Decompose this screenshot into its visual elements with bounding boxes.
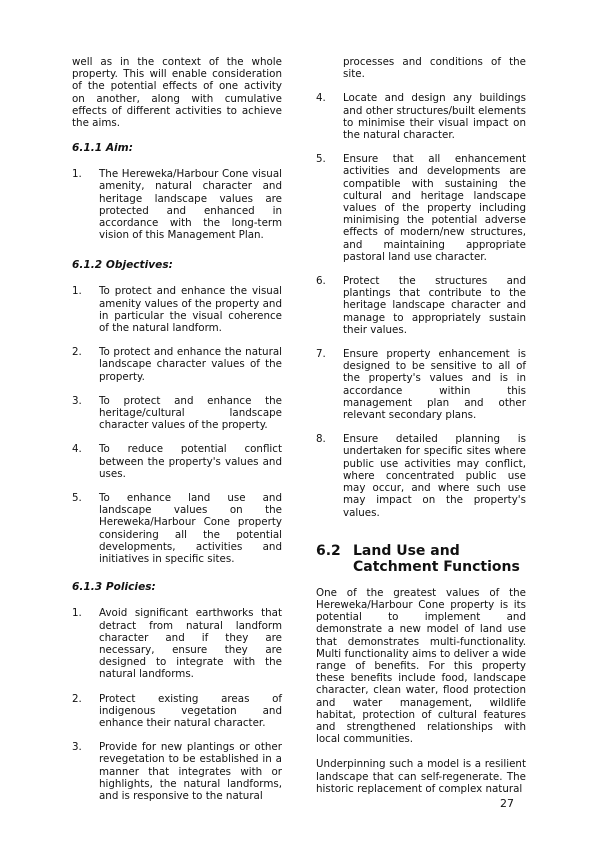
policy-item xyxy=(72,693,282,730)
item-number: 4. xyxy=(316,92,326,105)
objective-item xyxy=(72,443,282,480)
item-text: To protect and enhance the natural landscape character values of the property. xyxy=(99,346,282,383)
item-number: 2. xyxy=(72,692,82,705)
policy-item xyxy=(316,433,526,518)
policy-item xyxy=(316,275,526,336)
item-text: To reduce potential conflict between the property's values and uses. xyxy=(99,443,282,480)
section-title: Land Use and Catchment Functions xyxy=(353,542,520,575)
policy-continuation xyxy=(316,56,526,80)
item-number: 1. xyxy=(72,168,82,181)
section-number: 6.2 xyxy=(316,542,341,559)
item-number: 5. xyxy=(316,153,326,166)
item-number: 3. xyxy=(72,394,82,407)
item-text: Protect existing areas of indigenous vegetation and enhance their natural character. xyxy=(99,692,282,729)
item-text: To protect and enhance the heritage/cultural landscape character values of the property. xyxy=(99,394,282,432)
item-text: Avoid significant earthworks that detract from natural landform character and if they are necessary, ensure they are designed to integrate with the natural landforms. xyxy=(99,607,282,681)
item-text: Provide for new plantings or other revegetation to be established in a manner that integrates with or highlights, the natural landforms, and is responsive to the natural xyxy=(99,741,282,802)
page-number: 27 xyxy=(500,797,514,810)
intro-paragraph: well as in the context of the whole property. This will enable consideration of the potential effects of one activity on another, along with cumulative effects of different activities to achieve the aims. xyxy=(72,56,282,130)
item-text: Locate and design any buildings and other structures/built elements to minimise their visual impact on the natural character. xyxy=(343,92,526,142)
item-number: 5. xyxy=(72,492,82,505)
item-number: 1. xyxy=(72,607,82,620)
objective-item xyxy=(72,285,282,334)
item-number: 7. xyxy=(316,348,326,361)
policy-item xyxy=(72,741,282,802)
objective-item xyxy=(72,395,282,432)
item-number: 6. xyxy=(316,275,326,288)
aim-item xyxy=(72,168,282,241)
item-number: 8. xyxy=(316,433,326,446)
policy-item xyxy=(316,92,526,141)
policies-heading: 6.1.3 Policies: xyxy=(72,581,156,594)
item-number: 1. xyxy=(72,285,82,298)
item-number: 4. xyxy=(72,443,82,456)
item-text: Protect the structures and plantings that contribute to the heritage landscape character and manage to appropriately sustain their values. xyxy=(343,275,526,336)
item-text: Ensure that all enhancement activities and developments are compatible with sustaining the cultural and heritage landscape values of the property including minimising the potential adverse effects of modern/new structures, and maintaining appropriate pastoral land use character. xyxy=(343,153,526,263)
continuation-text: processes and conditions of the site. xyxy=(343,56,526,81)
section-paragraph: One of the greatest values of the Hereweka/Harbour Cone property is its potential to implement and demonstrate a new model of land use that demonstrates multi-functionality. Multi functionality aims to deliver a wide range of benefits. For this property these benefits include food, landscape character, clean water, flood protection and water management, wildlife habitat, protection of cultural features and strengthened relationships with local communities. xyxy=(316,586,526,746)
policy-item xyxy=(72,607,282,680)
section-heading xyxy=(316,543,526,575)
section-paragraph: Underpinning such a model is a resilient landscape that can self-regenerate. The historic replacement of complex natural xyxy=(316,758,526,795)
policy-item xyxy=(316,153,526,263)
item-text: To protect and enhance the visual amenity values of the property and in particular the visual coherence of the natural landform. xyxy=(99,285,282,335)
objective-item xyxy=(72,492,282,565)
left-column xyxy=(72,56,282,814)
item-text: Ensure detailed planning is undertaken for specific sites where public use activities may conflict, where concentrated public use may occur, and where such use may impact on the property's values. xyxy=(343,433,526,519)
item-text: Ensure property enhancement is designed to be sensitive to all of the property's values and is in accordance within this management plan and other relevant secondary plans. xyxy=(343,348,526,422)
item-text: To enhance land use and landscape values on the Hereweka/Harbour Cone property considering all the potential developments, activities and initiatives in specific sites. xyxy=(99,492,282,566)
objective-item xyxy=(72,346,282,383)
aim-heading: 6.1.1 Aim: xyxy=(72,142,133,155)
policy-item xyxy=(316,348,526,421)
item-number: 2. xyxy=(72,346,82,359)
item-number: 3. xyxy=(72,741,82,754)
right-column xyxy=(316,56,526,808)
objectives-heading: 6.1.2 Objectives: xyxy=(72,259,173,272)
item-text: The Hereweka/Harbour Cone visual amenity, natural character and heritage landscape values are protected and enhanced in accordance with the long-term vision of this Management Plan. xyxy=(99,168,282,242)
